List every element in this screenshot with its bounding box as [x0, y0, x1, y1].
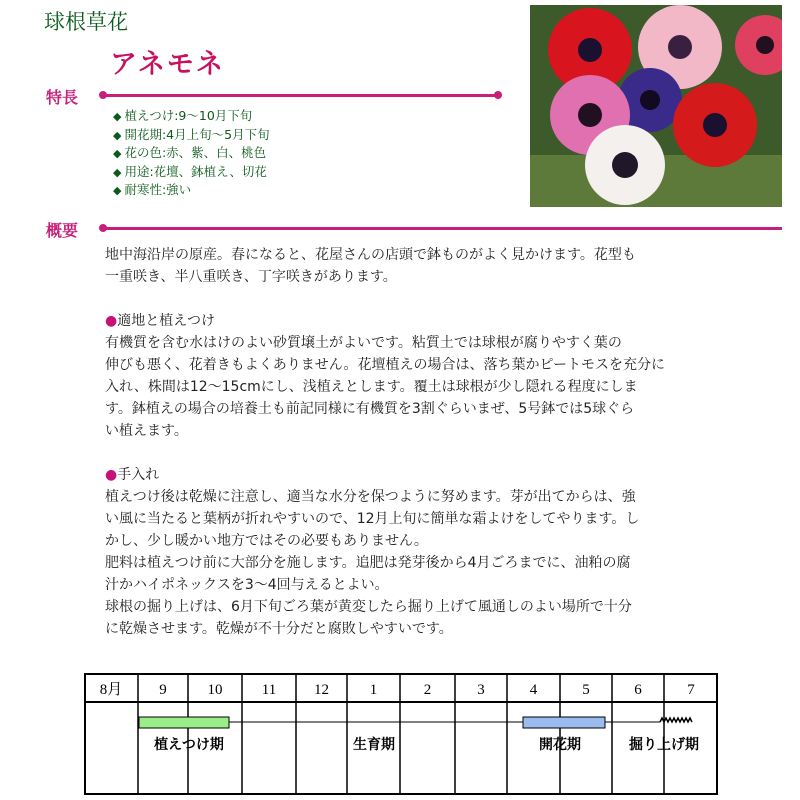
diamond-icon: ◆ — [113, 128, 122, 142]
feature-item: ◆ 開花期:4月上旬～5月下旬 — [113, 126, 270, 142]
month-header: 4 — [529, 682, 538, 698]
month-header: 1 — [369, 682, 378, 698]
period-label-digging: 掘り上げ期 — [629, 737, 699, 753]
period-label-flowering: 開花期 — [539, 737, 581, 753]
text-line: 球根の掘り上げは、6月下旬ごろ葉が黄変したら掘り上げて風通しのよい場所で十分 — [105, 599, 632, 615]
period-label-planting: 植えつけ期 — [154, 737, 224, 753]
subheading-site: ●適地と植えつけ — [105, 313, 215, 329]
calendar-frame — [85, 674, 717, 794]
month-header: 11 — [261, 682, 277, 698]
text-line: 有機質を含む水はけのよい砂質壌土がよいです。粘質土では球根が腐りやすく葉の — [105, 335, 622, 351]
month-header: 7 — [687, 682, 695, 698]
month-header: 5 — [582, 682, 590, 698]
text-line: に乾燥させます。乾燥が不十分だと腐敗しやすいです。 — [105, 621, 453, 637]
overview-text — [105, 244, 665, 640]
text-line: す。鉢植えの場合の培養土も前記同様に有機質を3割ぐらいまぜ、5号鉢では5球ぐら — [105, 401, 635, 417]
diamond-icon: ◆ — [113, 147, 122, 160]
planting-bar — [139, 717, 229, 728]
feature-item: ◆ 耐寒性:強い — [113, 182, 192, 197]
month-header: 10 — [207, 682, 223, 698]
bullet-icon: ● — [105, 313, 118, 329]
divider — [102, 94, 499, 97]
month-header: 8月 — [99, 682, 123, 698]
flower-white — [585, 125, 665, 205]
text-line: 肥料は植えつけ前に大部分を施します。追肥は発芽後から4月ごろまでに、油粕の腐 — [105, 555, 631, 571]
text-line: 植えつけ後は乾燥に注意し、適当な水分を保つように努めます。芽が出てからは、強 — [105, 489, 636, 505]
anemone-photo — [530, 5, 782, 207]
text-line: かし、少し暖かい地方ではその必要もありません。 — [105, 533, 428, 549]
section-label-overview: 概要 — [46, 221, 79, 240]
text-line: い風に当たると葉柄が折れやすいので、12月上旬に簡単な霜よけをしてやります。し — [105, 511, 640, 527]
month-header: 2 — [423, 682, 432, 698]
feature-item: ◆ 植えつけ:9～10月下旬 — [113, 108, 253, 123]
month-header: 6 — [634, 682, 642, 698]
text-line: い植えます。 — [105, 423, 188, 439]
month-header: 9 — [159, 682, 167, 698]
month-header: 12 — [314, 682, 329, 698]
diamond-icon: ◆ — [113, 110, 122, 123]
text-line: 汁かハイポネックスを3～4回与えるとよい。 — [105, 577, 389, 593]
month-header: 3 — [477, 682, 485, 698]
subheading-care: ●手入れ — [105, 467, 160, 483]
features-list — [113, 107, 270, 200]
section-label-features: 特長 — [46, 88, 79, 107]
page-title: アネモネ — [110, 49, 225, 80]
text-line: 入れ、株間は12～15cmにし、浅植えとします。覆土は球根が少し隠れる程度にしま — [105, 379, 638, 395]
divider — [102, 227, 782, 230]
flower-red-2 — [673, 83, 757, 167]
text-line: 地中海沿岸の原産。春になると、花屋さんの店頭で鉢ものがよく見かけます。花型も — [105, 247, 636, 263]
bullet-icon: ● — [105, 467, 118, 483]
text-line: 伸びも悪く、花着きもよくありません。花壇植えの場合は、落ち葉かピートモスを充分に — [105, 357, 665, 373]
feature-item: ◆ 用途:花壇、鉢植え、切花 — [113, 163, 267, 179]
flowering-bar — [523, 717, 605, 728]
period-label-growth: 生育期 — [353, 737, 395, 753]
cultivation-calendar — [84, 673, 718, 795]
text-line: 一重咲き、半八重咲き、丁字咲きがあります。 — [105, 269, 397, 285]
diamond-icon: ◆ — [113, 165, 122, 179]
diamond-icon: ◆ — [113, 184, 122, 197]
category-heading: 球根草花 — [44, 10, 128, 34]
feature-item: ◆ 花の色:赤、紫、白、桃色 — [113, 145, 267, 160]
